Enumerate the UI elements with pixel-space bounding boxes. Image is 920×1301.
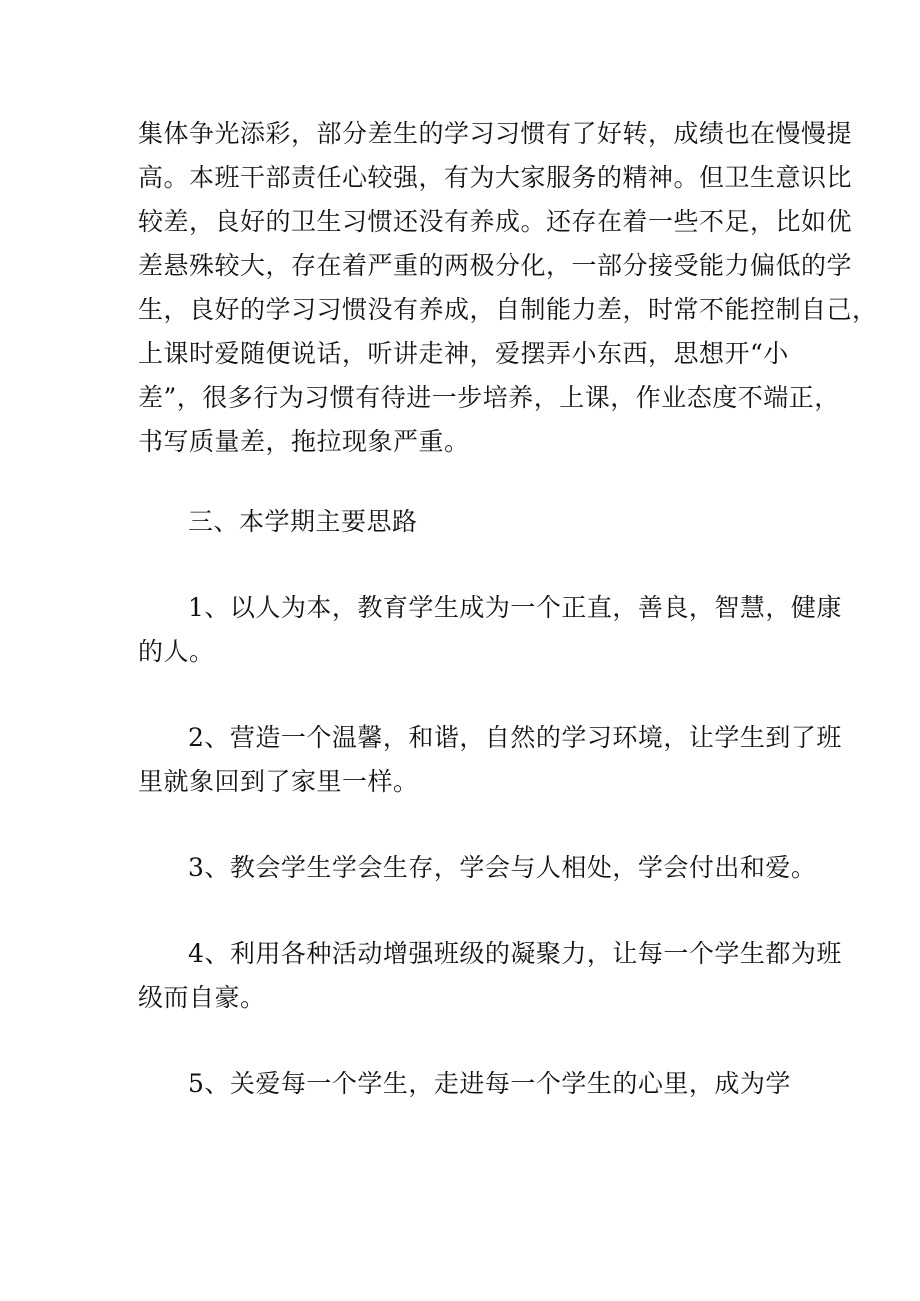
list-item-line: 1、以人为本，教育学生成为一个正直，善良，智慧，健康	[188, 593, 842, 622]
paragraph-line: 集体争光添彩，部分差生的学习习惯有了好转，成绩也在慢慢提	[138, 119, 853, 148]
list-item-line: 3、教会学生学会生存，学会与人相处，学会付出和爱。	[188, 853, 817, 882]
paragraph-line: 差”，很多行为习惯有待进一步培养，上课，作业态度不端正，	[138, 383, 840, 412]
list-item-line: 5、关爱每一个学生，走进每一个学生的心里，成为学	[188, 1069, 791, 1098]
list-item-line: 的人。	[138, 637, 215, 666]
paragraph-line: 高。本班干部责任心较强，有为大家服务的精神。但卫生意识比	[138, 163, 853, 192]
paragraph-line: 生，良好的学习习惯没有养成，自制能力差，时常不能控制自己，	[138, 295, 878, 324]
list-item-line: 级而自豪。	[138, 983, 266, 1012]
list-item-line: 4、利用各种活动增强班级的凝聚力，让每一个学生都为班	[188, 939, 842, 968]
list-item-line: 2、营造一个温馨，和谐，自然的学习环境，让学生到了班	[188, 723, 842, 752]
paragraph-line: 较差，良好的卫生习惯还没有养成。还存在着一些不足，比如优	[138, 207, 853, 236]
paragraph-line: 书写质量差，拖拉现象严重。	[138, 427, 470, 456]
list-item-line: 里就象回到了家里一样。	[138, 767, 419, 796]
section-heading: 三、本学期主要思路	[188, 507, 418, 536]
paragraph-line: 上课时爱随便说话，听讲走神，爱摆弄小东西，思想开“小	[138, 339, 789, 368]
paragraph-line: 差悬殊较大，存在着严重的两极分化，一部分接受能力偏低的学	[138, 251, 853, 280]
